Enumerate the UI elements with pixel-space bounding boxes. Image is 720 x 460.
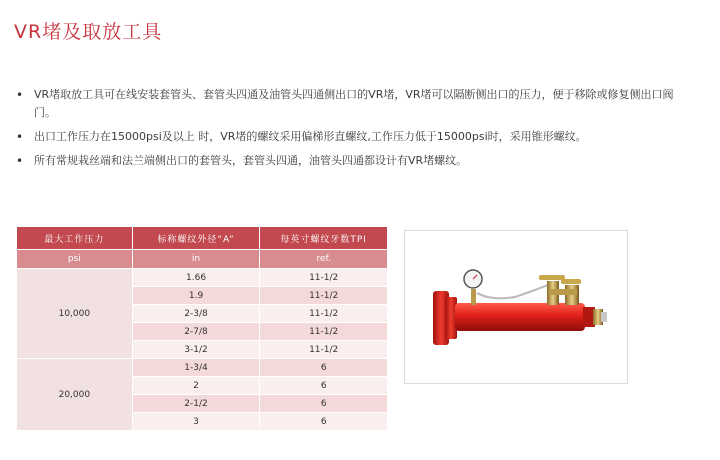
tpi-cell: 6: [260, 377, 388, 395]
tpi-cell: 11-1/2: [260, 287, 388, 305]
thread-od-cell: 1.66: [132, 269, 260, 287]
thread-od-cell: 3: [132, 413, 260, 431]
tpi-cell: 6: [260, 395, 388, 413]
table-row: [17, 359, 388, 377]
tpi-cell: 11-1/2: [260, 341, 388, 359]
thread-od-cell: 3-1/2: [132, 341, 260, 359]
spec-table: [16, 226, 388, 431]
pressure-cell: 10,000: [17, 269, 133, 359]
table-row: [17, 269, 388, 287]
bullet-item: • 所有常规栽丝端和法兰端侧出口的套管头，套管头四通，油管头四通都设计有VR堵螺纹。: [16, 152, 686, 170]
thread-od-cell: 2-3/8: [132, 305, 260, 323]
product-image: [404, 230, 628, 384]
thread-od-cell: 2: [132, 377, 260, 395]
vr-plug-tool-illustration: [405, 231, 627, 383]
thread-od-cell: 2-1/2: [132, 395, 260, 413]
unit-in: in: [132, 250, 260, 269]
thread-od-cell: 1.9: [132, 287, 260, 305]
header-thread-od: 标称螺纹外径“A”: [132, 227, 260, 250]
unit-ref: ref.: [260, 250, 388, 269]
tpi-cell: 11-1/2: [260, 269, 388, 287]
header-tpi: 每英寸螺纹牙数TPI: [260, 227, 388, 250]
tpi-cell: 6: [260, 359, 388, 377]
thread-od-cell: 1-3/4: [132, 359, 260, 377]
header-max-pressure: 最大工作压力: [17, 227, 133, 250]
tpi-cell: 11-1/2: [260, 305, 388, 323]
thread-od-cell: 2-7/8: [132, 323, 260, 341]
tpi-cell: 11-1/2: [260, 323, 388, 341]
page-title: VR堵及取放工具: [14, 21, 163, 43]
unit-psi: psi: [17, 250, 133, 269]
description-list: [16, 86, 686, 176]
tpi-cell: 6: [260, 413, 388, 431]
bullet-item: • VR堵取放工具可在线安装套管头、套管头四通及油管头四通侧出口的VR堵，VR堵可以隔断侧出口的压力，便于移除或修复侧出口阀门。: [16, 86, 686, 122]
bullet-item: • 出口工作压力在15000psi及以上 时，VR堵的螺纹采用偏梯形直螺纹,工作压力低于15000psi时，采用锥形螺纹。: [16, 128, 686, 146]
pressure-cell: 20,000: [17, 359, 133, 431]
